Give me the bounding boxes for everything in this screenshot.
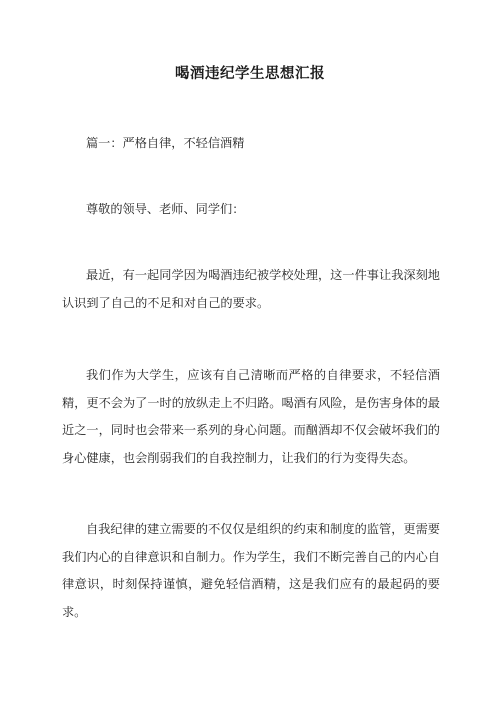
section-subtitle: 篇一：严格自律，不轻信酒精 bbox=[86, 136, 245, 150]
document-title: 喝酒违纪学生思想汇报 bbox=[175, 65, 325, 82]
body-paragraph-2: 我们作为大学生，应该有自己清晰而严格的自律要求，不轻信酒精，更不会为了一时的放纵走上不归路。喝酒有风险，是伤害身体的最近之一，同时也会带来一系列的身心问题。而酗酒却不仅会破坏我们的身心健康，也会削弱我们的自我控制力，让我们的行为变得失态。 bbox=[62, 368, 440, 465]
body-paragraph-1: 最近，有一起同学因为喝酒违纪被学校处理，这一件事让我深刻地认识到了自己的不足和对自己的要求。 bbox=[62, 268, 440, 310]
body-paragraph-3: 自我纪律的建立需要的不仅仅是组织的约束和制度的监管，更需要我们内心的自律意识和自制力。作为学生，我们不断完善自己的内心自律意识，时刻保持谨慎，避免轻信酒精，这是我们应有的最起码的要求。 bbox=[62, 522, 440, 619]
greeting-line: 尊敬的领导、老师、同学们： bbox=[86, 202, 245, 216]
